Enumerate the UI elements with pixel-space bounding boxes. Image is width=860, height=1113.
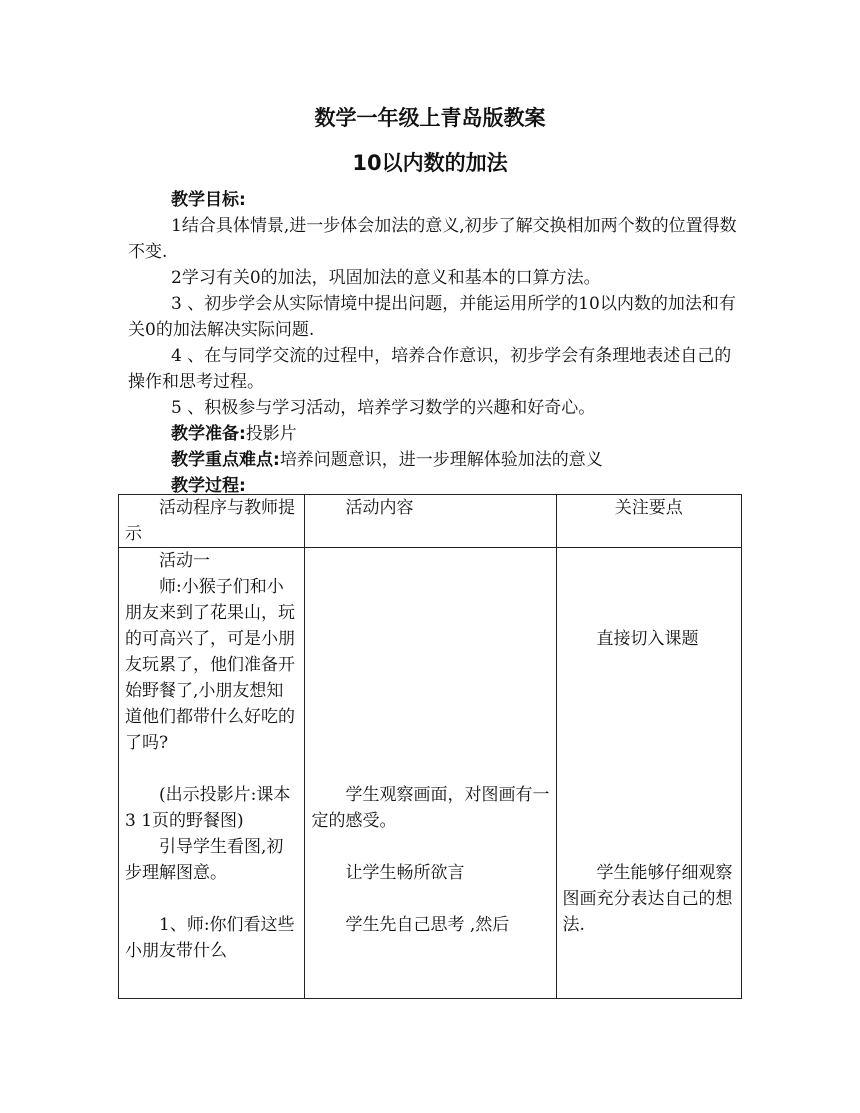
table-row	[119, 548, 742, 999]
cell-text: (出示投影片:课本3 1页的野餐图)	[125, 785, 291, 831]
document-subtitle: 10以内数的加法	[352, 151, 508, 175]
objective-item: 2学习有关0的加法，巩固加法的意义和基本的口算方法。	[171, 268, 601, 288]
cell-text: 让学生畅所欲言	[345, 863, 465, 883]
table-header-row	[119, 495, 742, 548]
cell-text: 直接切入课题	[596, 629, 699, 649]
objective-item: 1结合具体情景,进一步体会加法的意义,初步了解交换相加两个数的位置得数不变.	[128, 216, 737, 262]
cell-text: 学生观察画面，对图画有一定的感受。	[311, 785, 550, 831]
table-cell-procedure	[119, 548, 305, 999]
preparation-value: 投影片	[245, 424, 297, 444]
objective-item: 3 、初步学会从实际情境中提出问题，并能运用所学的10以内数的加法和有关0的加法解决实际问题.	[128, 294, 736, 340]
keypoints-label: 教学重点难点:	[171, 450, 280, 470]
cell-text: 1、师:你们看这些小朋友带什么	[125, 915, 295, 961]
lesson-table	[118, 494, 742, 999]
table-cell-focus	[556, 548, 741, 999]
preparation-label: 教学准备:	[171, 424, 246, 444]
cell-text: 学生先自己思考 ,然后	[345, 915, 510, 935]
table-header-cell: 活动内容	[305, 495, 556, 548]
document-title: 数学一年级上青岛版教案	[314, 106, 546, 130]
objectives-heading: 教学目标:	[171, 190, 246, 210]
objective-item: 4 、在与同学交流的过程中，培养合作意识，初步学会有条理地表述自己的操作和思考过程。	[128, 346, 732, 392]
cell-text: 引导学生看图,初步理解图意。	[125, 837, 284, 883]
keypoints-line	[128, 447, 740, 473]
table-header-cell: 关注要点	[556, 495, 741, 548]
cell-text: 师:小猴子们和小朋友来到了花果山，玩的可高兴了，可是小朋友玩累了，他们准备开始野餐了,小朋友想知道他们都带什么好吃的了吗?	[125, 577, 295, 753]
cell-text: 学生能够仔细观察图画充分表达自己的想法.	[562, 863, 733, 935]
cell-text: 活动一	[159, 551, 210, 571]
lesson-intro	[128, 187, 740, 499]
objective-item: 5 、积极参与学习活动，培养学习数学的兴趣和好奇心。	[171, 398, 596, 418]
keypoints-value: 培养问题意识，进一步理解体验加法的意义	[279, 450, 603, 470]
table-header-cell: 活动程序与教师提示	[119, 495, 305, 548]
preparation-line	[128, 421, 740, 447]
table-cell-content	[305, 548, 556, 999]
process-heading: 教学过程:	[171, 476, 246, 496]
